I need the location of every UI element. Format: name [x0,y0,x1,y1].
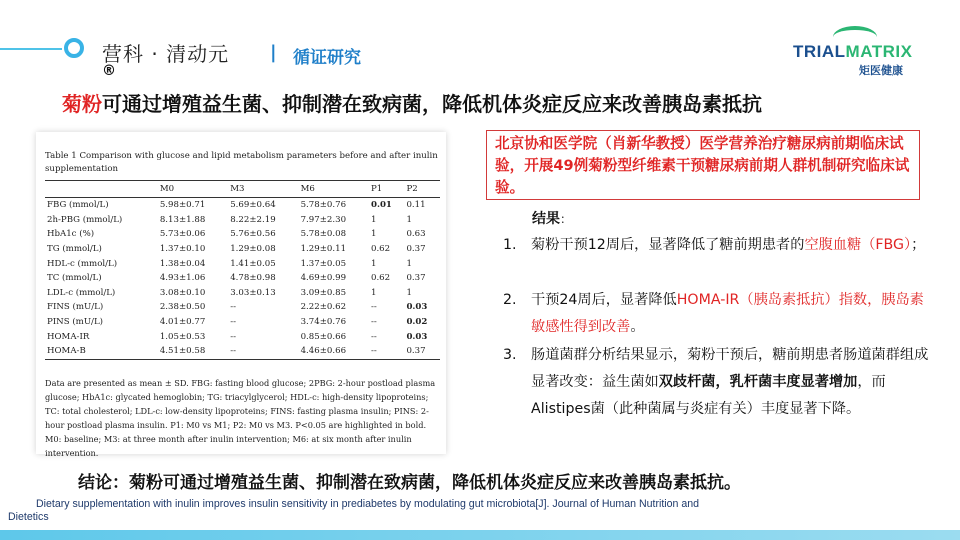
table-row [45,227,440,242]
section-subtitle: 循证研究 [293,48,361,68]
table-cell: 1 [406,258,412,269]
results-heading [532,208,572,228]
header-accent-line [0,48,62,50]
table-cell: -- [370,331,377,342]
table-cell: 0.01 [370,200,392,211]
table-row [45,198,440,213]
logo-suffix: MATRIX [845,42,913,61]
table-cell: 3.08±0.10 [159,287,206,298]
table-column-header: M3 [228,181,298,198]
table-cell: 4.78±0.98 [230,273,276,284]
result-text-segment: 。 [630,319,645,335]
table-cell: -- [230,302,237,313]
brand-title: 营科 · 清动元 [102,42,230,66]
table-cell: 4.93±1.06 [159,273,206,284]
result-text-segment: 干预24周后，显著降低 [531,292,677,308]
table-cell: TC (mmol/L) [47,273,102,284]
result-text-segment: ； [911,237,926,253]
table-cell: 1.41±0.05 [230,258,276,269]
table-cell: 0.62 [370,273,391,284]
table-cell: -- [370,317,377,328]
table-cell: 3.09±0.85 [300,287,347,298]
result-text-segment: 菊粉干预12周后，显著降低了糖前期患者的 [531,237,805,253]
table-cell: 1 [370,287,377,298]
table-cell: 2.22±0.62 [300,302,347,313]
table-cell: 8.13±1.88 [159,214,206,225]
table-row [45,286,440,301]
table-cell: 4.51±0.58 [158,344,228,359]
headline-rest: 可通过增殖益生菌、抑制潜在致病菌，降低机体炎症反应来改善胰岛素抵抗 [102,92,762,116]
table-cell: 0.03 [406,331,428,342]
table-column-header: M0 [158,181,228,198]
logo-cn-name: 矩医健康 [859,64,903,77]
table-cell: 1.37±0.05 [300,258,347,269]
table-row [45,256,440,271]
table-cell: -- [370,302,377,313]
results-colon: ： [560,212,573,226]
result-item [503,342,933,423]
table-cell: 3.74±0.76 [300,317,347,328]
table-cell: 5.69±0.64 [230,200,276,211]
table-cell: 2h-PBG (mmol/L) [47,214,123,225]
table-cell: -- [369,344,404,359]
table-cell: 5.76±0.56 [230,229,276,240]
result-text-segment: HOMA-IR（胰岛素抵抗）指数，胰岛素敏感性得到改善 [531,292,924,335]
table-cell: FINS (mU/L) [47,302,104,313]
table-cell: PINS (mU/L) [47,317,104,328]
table-row [45,300,440,315]
table-row [45,213,440,228]
metabolism-table [45,180,440,360]
table-cell: 2.38±0.50 [159,302,206,313]
table-cell: 0.03 [406,302,428,313]
circle-bullet-icon [64,38,84,58]
result-item [503,287,933,341]
table-caption: Table 1 Comparison with glucose and lipid metabolism parameters before and after inulin supplementation [45,151,438,174]
table-body [45,198,440,360]
result-text-segment: 双歧杆菌，乳杆菌丰度显著增加 [658,374,858,390]
headline-highlight: 菊粉 [62,92,102,116]
table-row [45,344,440,359]
trialmatrix-logo [793,26,923,77]
table-cell: 0.11 [406,200,426,211]
results-title-text: 结果 [532,211,560,227]
result-text-segment: 空腹血糖（FBG） [804,237,912,253]
conclusion-text: 结论：菊粉可通过增殖益生菌、抑制潜在致病菌，降低机体炎症反应来改善胰岛素抵抗。 [78,473,741,493]
table-cell: 1.05±0.53 [159,331,206,342]
table-cell: 1.29±0.11 [300,244,347,255]
table-cell: 8.22±2.19 [230,214,276,225]
table-column-header: P2 [404,181,440,198]
table-cell: 4.01±0.77 [159,317,206,328]
table-figure [36,132,446,458]
table-cell: 0.62 [370,244,391,255]
table-footnote: Data are presented as mean ± SD. FBG: fasting blood glucose; 2PBG: 2-hour postload plasma glucose; HbA1c: glycated hemoglobin; TG: triacylglycerol; HDL-c: high-density lipoproteins; TC: total cholesterol; LDL-c: low-density lipoproteins; FINS: fasting plasma insulin; PINS: 2-hour postload plasma insulin. P1: M0 vs M1; P2: M0 vs M3. P<0.05 are highlighted in bold. M0: baseline; M3: at three month after inulin intervention; M6: at six month after inulin intervention. [45,378,436,458]
result-number: 3. [503,347,517,363]
table-cell: 1.37±0.10 [159,244,206,255]
result-text-segment: 肠道菌群分析结果显示，菊粉干预后，糖前期患者肠道菌群组成显著改变：益生菌如 [531,347,929,390]
reference-citation: Dietary supplementation with inulin improves insulin sensitivity in prediabetes by modulating gut microbiota[J]. Journal of Human Nutrition and Dietetics [8,498,700,523]
table-cell: -- [230,317,237,328]
table-cell: 1.29±0.08 [230,244,276,255]
table-cell: 4.46±0.66 [299,344,369,359]
table-header-row [45,181,440,198]
table-row [45,329,440,344]
table-cell: 1 [370,214,377,225]
table-cell: 0.37 [406,244,426,255]
table-column-header: P1 [369,181,404,198]
table-cell: -- [230,331,237,342]
result-text [531,287,933,341]
table-cell: 1 [406,287,412,298]
table-cell: 0.02 [406,317,428,328]
table-cell: 0.37 [404,344,440,359]
header-separator: | [270,42,277,63]
table-cell: 1 [370,258,377,269]
table-cell: FBG (mmol/L) [47,200,109,211]
study-description-box: 北京协和医学院（肖新华教授）医学营养治疗糖尿病前期临床试验，开展49例菊粉型纤维素干预糖尿病前期人群机制研究临床试验。 [486,130,920,200]
result-number: 1. [503,237,517,253]
registered-mark: ® [102,63,116,79]
table-cell: HDL-c (mmol/L) [47,258,118,269]
table-cell: 0.63 [406,229,426,240]
table-cell: 1 [406,214,412,225]
table-cell: 5.98±0.71 [159,200,206,211]
table-row [45,242,440,257]
table-cell: HOMA-IR [47,331,90,342]
table-cell: 0.85±0.66 [300,331,347,342]
table-cell: 1.38±0.04 [159,258,206,269]
table-cell: TG (mmol/L) [47,244,102,255]
footer-bar [0,530,960,540]
result-item [503,232,933,259]
result-number: 2. [503,292,517,308]
table-row [45,315,440,330]
result-text [531,342,933,423]
table-cell: 0.37 [406,273,426,284]
table-cell: 3.03±0.13 [230,287,276,298]
table-cell: HOMA-B [45,344,158,359]
slide-headline [62,88,762,117]
table-cell: 1 [370,229,377,240]
table-cell: 7.97±2.30 [300,214,347,225]
table-cell: 5.78±0.76 [300,200,347,211]
result-text [531,232,933,259]
table-cell: HbA1c (%) [47,229,95,240]
table-cell: -- [228,344,298,359]
table-column-header: M6 [299,181,369,198]
table-cell: LDL-c (mmol/L) [47,287,116,298]
logo-wordmark [793,42,912,62]
table-cell: 5.78±0.08 [300,229,347,240]
logo-prefix: TRIAL [793,42,846,61]
table-cell: 5.73±0.06 [159,229,206,240]
table-cell: 4.69±0.99 [300,273,347,284]
result-text-segment: ，而Alistipes菌（此种菌属与炎症有关）丰度显著下降。 [531,374,886,417]
table-row [45,271,440,286]
table-column-header [45,181,158,198]
